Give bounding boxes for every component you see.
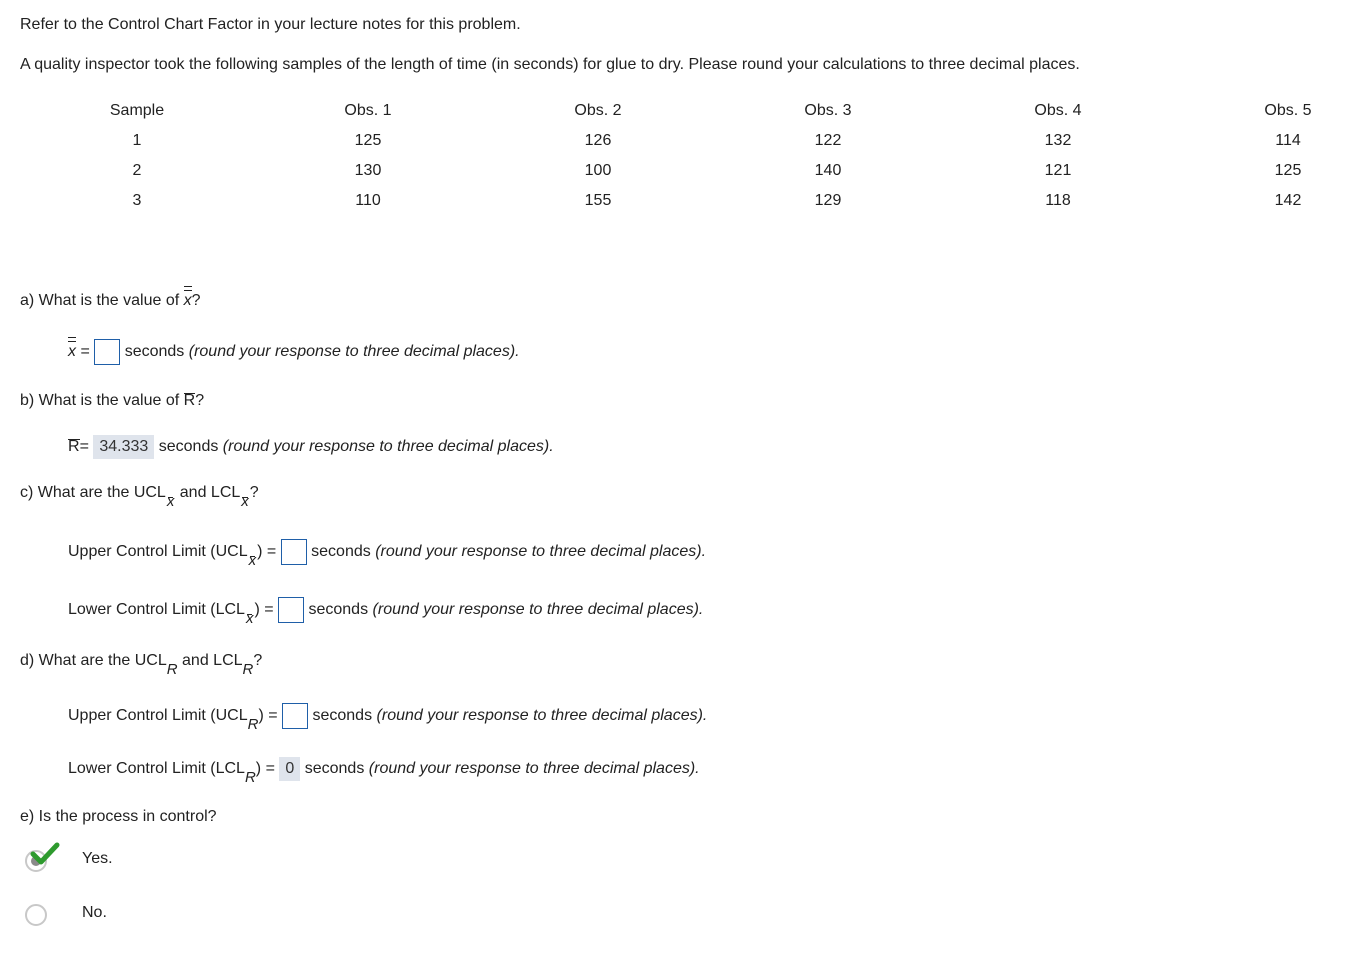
lcl-r-row xyxy=(68,757,700,786)
r-bar-symbol: R xyxy=(183,392,196,409)
header-obs-3: Obs. 3 xyxy=(804,102,852,119)
unit-label: seconds xyxy=(124,343,185,361)
table-cell: 2 xyxy=(132,162,142,179)
question-a-prefix: a) What is the value of xyxy=(20,292,184,309)
equals-sign: = xyxy=(80,343,90,361)
header-obs-2: Obs. 2 xyxy=(574,102,622,119)
ucl-r-label-suffix: ) = xyxy=(258,707,278,725)
problem-statement: A quality inspector took the following samples of the length of time (in seconds) for glue to dry. Please round your calculations to three decimal places. xyxy=(20,56,1080,73)
question-c xyxy=(20,484,259,510)
x-bar-subscript: x xyxy=(245,610,254,628)
rounding-hint: (round your response to three decimal places). xyxy=(188,343,520,361)
header-obs-4: Obs. 4 xyxy=(1034,102,1082,119)
rounding-hint: (round your response to three decimal places). xyxy=(376,707,708,725)
x-double-bar-symbol: x xyxy=(68,343,76,361)
table-cell: 114 xyxy=(1275,132,1301,149)
option-yes-label[interactable]: Yes. xyxy=(82,850,113,867)
answer-b-row xyxy=(68,435,554,459)
ucl-x-input[interactable] xyxy=(281,539,307,565)
question-d-part1: d) What are the UCL xyxy=(20,652,167,669)
ucl-x-row xyxy=(68,539,707,570)
header-sample: Sample xyxy=(109,102,165,119)
table-cell: 118 xyxy=(1045,192,1071,209)
lcl-r-answer: 0 xyxy=(279,757,300,781)
x-bar-subscript: x xyxy=(166,493,175,510)
ucl-r-input[interactable] xyxy=(282,703,308,729)
checkmark-path xyxy=(33,845,57,862)
table-cell: 140 xyxy=(814,162,842,179)
rounding-hint: (round your response to three decimal places). xyxy=(375,543,707,561)
question-d xyxy=(20,652,263,678)
radio-no[interactable] xyxy=(25,904,47,926)
x-double-bar-input[interactable] xyxy=(94,339,120,365)
r-subscript: R xyxy=(242,661,254,678)
table-cell: 100 xyxy=(584,162,612,179)
r-subscript: R xyxy=(166,661,178,678)
equals-sign: = xyxy=(79,438,89,455)
intro-text: Refer to the Control Chart Factor in your lecture notes for this problem. xyxy=(20,16,521,33)
r-subscript: R xyxy=(244,769,256,786)
header-obs-5: Obs. 5 xyxy=(1264,102,1312,119)
rounding-hint: (round your response to three decimal places). xyxy=(368,760,700,777)
table-cell: 142 xyxy=(1274,192,1302,209)
lcl-r-label: Lower Control Limit (LCL xyxy=(68,760,245,777)
table-cell: 132 xyxy=(1044,132,1072,149)
unit-label: seconds xyxy=(158,438,219,455)
table-cell: 121 xyxy=(1044,162,1072,179)
table-cell: 129 xyxy=(814,192,842,209)
table-cell: 3 xyxy=(132,192,142,209)
r-bar-symbol: R xyxy=(68,438,80,455)
table-cell: 126 xyxy=(584,132,612,149)
unit-label: seconds xyxy=(304,760,365,777)
r-bar-answer: 34.333 xyxy=(93,435,154,459)
table-cell: 125 xyxy=(1274,162,1302,179)
answer-a-row xyxy=(68,339,520,365)
question-b-prefix: b) What is the value of xyxy=(20,392,184,409)
ucl-r-label: Upper Control Limit (UCL xyxy=(68,707,248,725)
x-double-bar-symbol: x xyxy=(184,292,192,310)
header-obs-1: Obs. 1 xyxy=(344,102,392,119)
question-d-end: ? xyxy=(253,652,263,669)
checkmark-icon xyxy=(30,842,60,866)
ucl-x-label: Upper Control Limit (UCL xyxy=(68,543,248,561)
lcl-x-row xyxy=(68,597,704,628)
unit-label: seconds xyxy=(311,543,371,561)
question-b-suffix: ? xyxy=(195,392,205,409)
rounding-hint: (round your response to three decimal places). xyxy=(222,438,554,455)
table-cell: 122 xyxy=(814,132,842,149)
question-a xyxy=(20,292,201,310)
question-d-part2: and LCL xyxy=(177,652,243,669)
table-cell: 130 xyxy=(354,162,382,179)
x-bar-subscript: x xyxy=(248,552,257,570)
r-subscript: R xyxy=(247,716,259,734)
table-cell: 125 xyxy=(354,132,382,149)
question-c-part2: and LCL xyxy=(175,484,241,501)
question-a-suffix: ? xyxy=(191,292,201,309)
option-no-label[interactable]: No. xyxy=(82,904,107,921)
question-c-end: ? xyxy=(249,484,259,501)
question-e: e) Is the process in control? xyxy=(20,808,217,825)
table-cell: 110 xyxy=(355,192,381,209)
table-cell: 155 xyxy=(584,192,612,209)
ucl-x-label-suffix: ) = xyxy=(257,543,277,561)
lcl-r-label-suffix: ) = xyxy=(255,760,275,777)
unit-label: seconds xyxy=(312,707,373,725)
unit-label: seconds xyxy=(308,601,369,619)
question-c-part1: c) What are the UCL xyxy=(20,484,166,501)
rounding-hint: (round your response to three decimal places). xyxy=(372,601,704,619)
lcl-x-label: Lower Control Limit (LCL xyxy=(68,601,245,619)
lcl-x-input[interactable] xyxy=(278,597,304,623)
x-bar-subscript: x xyxy=(241,493,249,510)
ucl-r-row xyxy=(68,703,708,734)
question-b xyxy=(20,392,204,410)
lcl-x-label-suffix: ) = xyxy=(254,601,274,619)
table-cell: 1 xyxy=(132,132,142,149)
